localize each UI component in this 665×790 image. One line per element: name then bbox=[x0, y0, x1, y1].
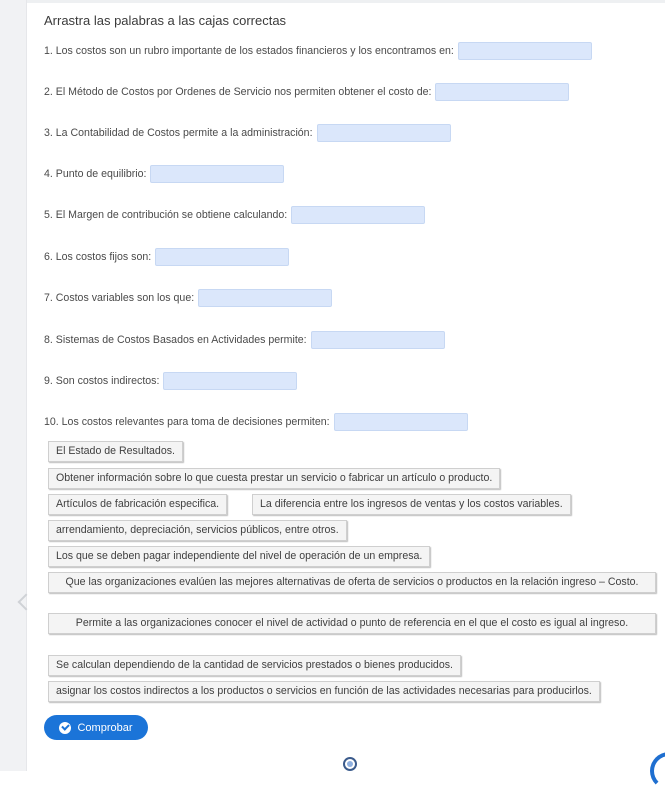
check-button-label: Comprobar bbox=[77, 721, 133, 734]
draggable-choice[interactable]: asignar los costos indirectos a los productos o servicios en función de las actividades necesarias para producirlos. bbox=[48, 681, 600, 702]
drop-box[interactable] bbox=[291, 206, 425, 224]
draggable-choice[interactable]: Permite a las organizaciones conocer el nivel de actividad o punto de referencia en el que el costo es igual al ingreso. bbox=[48, 613, 656, 634]
question-3 bbox=[44, 124, 451, 142]
question-text: 4. Punto de equilibrio: bbox=[44, 168, 147, 180]
question-text: 9. Son costos indirectos: bbox=[44, 375, 160, 387]
drop-box[interactable] bbox=[150, 165, 284, 183]
question-text: 10. Los costos relevantes para toma de decisiones permiten: bbox=[44, 416, 330, 428]
draggable-choice[interactable]: El Estado de Resultados. bbox=[48, 441, 183, 462]
draggable-choice[interactable]: Artículos de fabricación especifica. bbox=[48, 494, 227, 515]
question-text: 2. El Método de Costos por Ordenes de Servicio nos permiten obtener el costo de: bbox=[44, 86, 432, 98]
check-button[interactable] bbox=[44, 715, 148, 740]
question-5 bbox=[44, 206, 425, 224]
question-text: 5. El Margen de contribución se obtiene calculando: bbox=[44, 209, 288, 221]
drop-box[interactable] bbox=[311, 331, 445, 349]
question-text: 7. Costos variables son los que: bbox=[44, 292, 195, 304]
question-9 bbox=[44, 372, 297, 390]
corner-arc-icon bbox=[650, 752, 665, 790]
question-7 bbox=[44, 289, 332, 307]
drop-box[interactable] bbox=[458, 42, 592, 60]
loading-ring-icon bbox=[343, 757, 357, 771]
drop-box[interactable] bbox=[334, 413, 468, 431]
drop-box[interactable] bbox=[435, 83, 569, 101]
check-circle-icon bbox=[59, 722, 71, 734]
drop-box[interactable] bbox=[198, 289, 332, 307]
question-text: 6. Los costos fijos son: bbox=[44, 251, 152, 263]
draggable-choice[interactable]: Se calculan dependiendo de la cantidad de servicios prestados o bienes producidos. bbox=[48, 655, 461, 676]
question-2 bbox=[44, 83, 569, 101]
question-4 bbox=[44, 165, 284, 183]
drop-box[interactable] bbox=[155, 248, 289, 266]
draggable-choice[interactable]: Obtener información sobre lo que cuesta prestar un servicio o fabricar un artículo o producto. bbox=[48, 468, 500, 489]
draggable-choice[interactable]: Que las organizaciones evalúen las mejores alternativas de oferta de servicios o productos en la relación ingreso – Costo. bbox=[48, 572, 656, 593]
question-8 bbox=[44, 331, 445, 349]
drag-drop-activity bbox=[26, 0, 665, 771]
draggable-choice[interactable]: Los que se deben pagar independiente del nivel de operación de un empresa. bbox=[48, 546, 430, 567]
instructions: Arrastra las palabras a las cajas correctas bbox=[44, 13, 287, 28]
question-text: 3. La Contabilidad de Costos permite a la administración: bbox=[44, 127, 313, 139]
question-10 bbox=[44, 413, 468, 431]
drop-box[interactable] bbox=[317, 124, 451, 142]
question-1 bbox=[44, 42, 592, 60]
question-text: 8. Sistemas de Costos Basados en Actividades permite: bbox=[44, 334, 307, 346]
question-text: 1. Los costos son un rubro importante de los estados financieros y los encontramos en: bbox=[44, 45, 454, 57]
drop-box[interactable] bbox=[163, 372, 297, 390]
question-6 bbox=[44, 248, 289, 266]
left-gutter bbox=[0, 0, 27, 771]
draggable-choice[interactable]: arrendamiento, depreciación, servicios públicos, entre otros. bbox=[48, 520, 347, 541]
draggable-choice[interactable]: La diferencia entre los ingresos de ventas y los costos variables. bbox=[252, 494, 571, 515]
